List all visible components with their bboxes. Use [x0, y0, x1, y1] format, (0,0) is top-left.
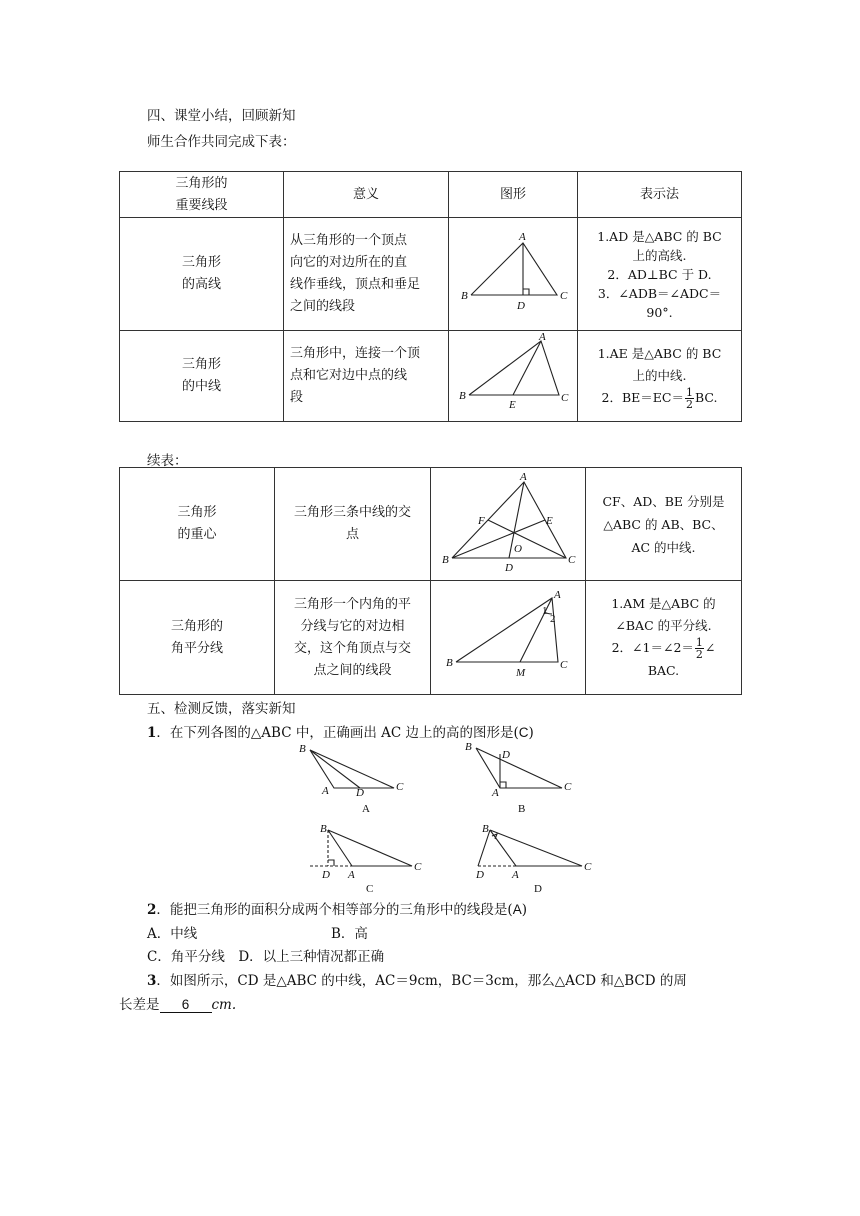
label-b: B — [461, 290, 468, 302]
label-d: D — [322, 869, 330, 881]
header-notation: 表示法 — [578, 172, 742, 218]
label-c: C — [560, 658, 568, 671]
question-3-cont: 长差是 6 cm. — [119, 997, 237, 1013]
label-d: D — [505, 562, 513, 572]
label-b: B — [446, 656, 453, 669]
label-a: A — [512, 869, 519, 881]
header-meaning: 意义 — [284, 172, 449, 218]
label-c: C — [568, 554, 576, 566]
row-centroid-figure — [431, 468, 586, 581]
row-bisector-figure — [431, 581, 586, 695]
option-a-figure — [296, 740, 406, 818]
altitude-diagram — [455, 225, 571, 315]
row-centroid-notation: CF、AD、BE 分别是 △ABC 的 AB、BC、 AC 的中线. — [586, 468, 742, 581]
label-b: B — [442, 554, 449, 566]
label-a: A — [554, 588, 561, 601]
question-2: 2．能把三角形的面积分成两个相等部分的三角形中的线段是(A) — [147, 902, 527, 918]
row-altitude-meaning: 从三角形的一个顶点 向它的对边所在的直 线作垂线，顶点和垂足 之间的线段 — [284, 218, 449, 331]
option-a: A．中线 — [147, 926, 198, 942]
label-f: F — [478, 515, 485, 527]
label-o: O — [514, 543, 522, 555]
figure-label: A — [362, 803, 370, 815]
row-centroid-meaning: 三角形三条中线的交 点 — [275, 468, 431, 581]
angle-label-2: 2 — [550, 612, 556, 625]
label-c: C — [414, 861, 422, 873]
row-altitude-name: 三角形 的高线 — [120, 218, 284, 331]
label-a: A — [519, 231, 526, 243]
label-b: B — [465, 741, 472, 753]
label-a: A — [322, 785, 329, 797]
summary-table-continued — [119, 467, 742, 695]
label-a: A — [492, 787, 499, 799]
option-b-figure — [462, 740, 582, 818]
row-median-notation: 1.AE 是△ABC 的 BC 上的中线. 2．BE＝EC＝ $\frac{1}{2}$ BC. — [578, 331, 742, 422]
label-d: D — [476, 869, 484, 881]
question-3: 3．如图所示，CD 是△ABC 的中线，AC＝9cm，BC＝3cm，那么△ACD 和△BCD 的周 — [147, 973, 687, 989]
row-altitude-notation: 1.AD 是△ABC 的 BC 上的高线. 2．AD⊥BC 于 D. 3．∠ADB＝∠ADC＝ 90°. — [578, 218, 742, 331]
option-d-figure — [470, 822, 600, 896]
row-centroid-name: 三角形 的重心 — [120, 468, 275, 581]
median-diagram — [455, 331, 571, 413]
label-e: E — [509, 399, 516, 411]
header-figure: 图形 — [449, 172, 578, 218]
label-b: B — [482, 823, 489, 835]
row-median-meaning: 三角形中，连接一个顶 点和它对边中点的线 段 — [284, 331, 449, 422]
label-b: B — [459, 390, 466, 402]
label-c: C — [561, 392, 569, 404]
centroid-diagram — [438, 468, 578, 572]
label-e: E — [546, 515, 553, 527]
label-c: C — [564, 781, 572, 793]
figure-label: C — [366, 883, 374, 895]
label-d: D — [356, 787, 364, 799]
angle-label-1: 1 — [542, 604, 548, 617]
option-b: B．高 — [331, 926, 368, 942]
label-b: B — [320, 823, 327, 835]
row-altitude-figure — [449, 218, 578, 331]
continued-label: 续表： — [147, 453, 188, 469]
label-d: D — [502, 749, 510, 761]
row-bisector-meaning: 三角形一个内角的平 分线与它的对边相 交，这个角顶点与交 点之间的线段 — [275, 581, 431, 695]
row-bisector-notation: 1.AM 是△ABC 的 ∠BAC 的平分线. 2．∠1＝∠2＝ $\frac{1}{2}$ ∠ BAC. — [586, 581, 742, 695]
bisector-diagram — [438, 584, 578, 684]
label-b: B — [299, 743, 306, 755]
label-m: M — [516, 666, 526, 679]
figure-label: D — [534, 883, 542, 895]
answer: C — [518, 725, 529, 740]
label-c: C — [584, 861, 592, 873]
fraction-half: $\frac{1}{2}$ — [685, 385, 693, 411]
label-d: D — [517, 300, 525, 312]
label-a: A — [539, 331, 546, 343]
answer: A — [512, 902, 522, 917]
label-a: A — [520, 471, 527, 483]
row-median-figure — [449, 331, 578, 422]
section-heading: 四、课堂小结，回顾新知 — [147, 108, 296, 124]
label-c: C — [396, 781, 404, 793]
figure-label: B — [518, 803, 526, 815]
question-1: 1．在下列各图的△ABC 中，正确画出 AC 边上的高的图形是(C) — [147, 725, 534, 741]
section-intro: 师生合作共同完成下表： — [147, 134, 296, 150]
section-heading: 五、检测反馈，落实新知 — [147, 701, 296, 717]
header-segment: 三角形的 重要线段 — [120, 172, 284, 218]
label-c: C — [560, 290, 568, 302]
summary-table — [119, 171, 742, 422]
row-median-name: 三角形 的中线 — [120, 331, 284, 422]
row-bisector-name: 三角形的 角平分线 — [120, 581, 275, 695]
option-c: C．角平分线 D．以上三种情况都正确 — [147, 949, 385, 965]
label-a: A — [348, 869, 355, 881]
option-c-figure — [302, 822, 434, 896]
answer-blank: 6 — [160, 997, 212, 1013]
fraction-half: $\frac{1}{2}$ — [695, 636, 703, 661]
